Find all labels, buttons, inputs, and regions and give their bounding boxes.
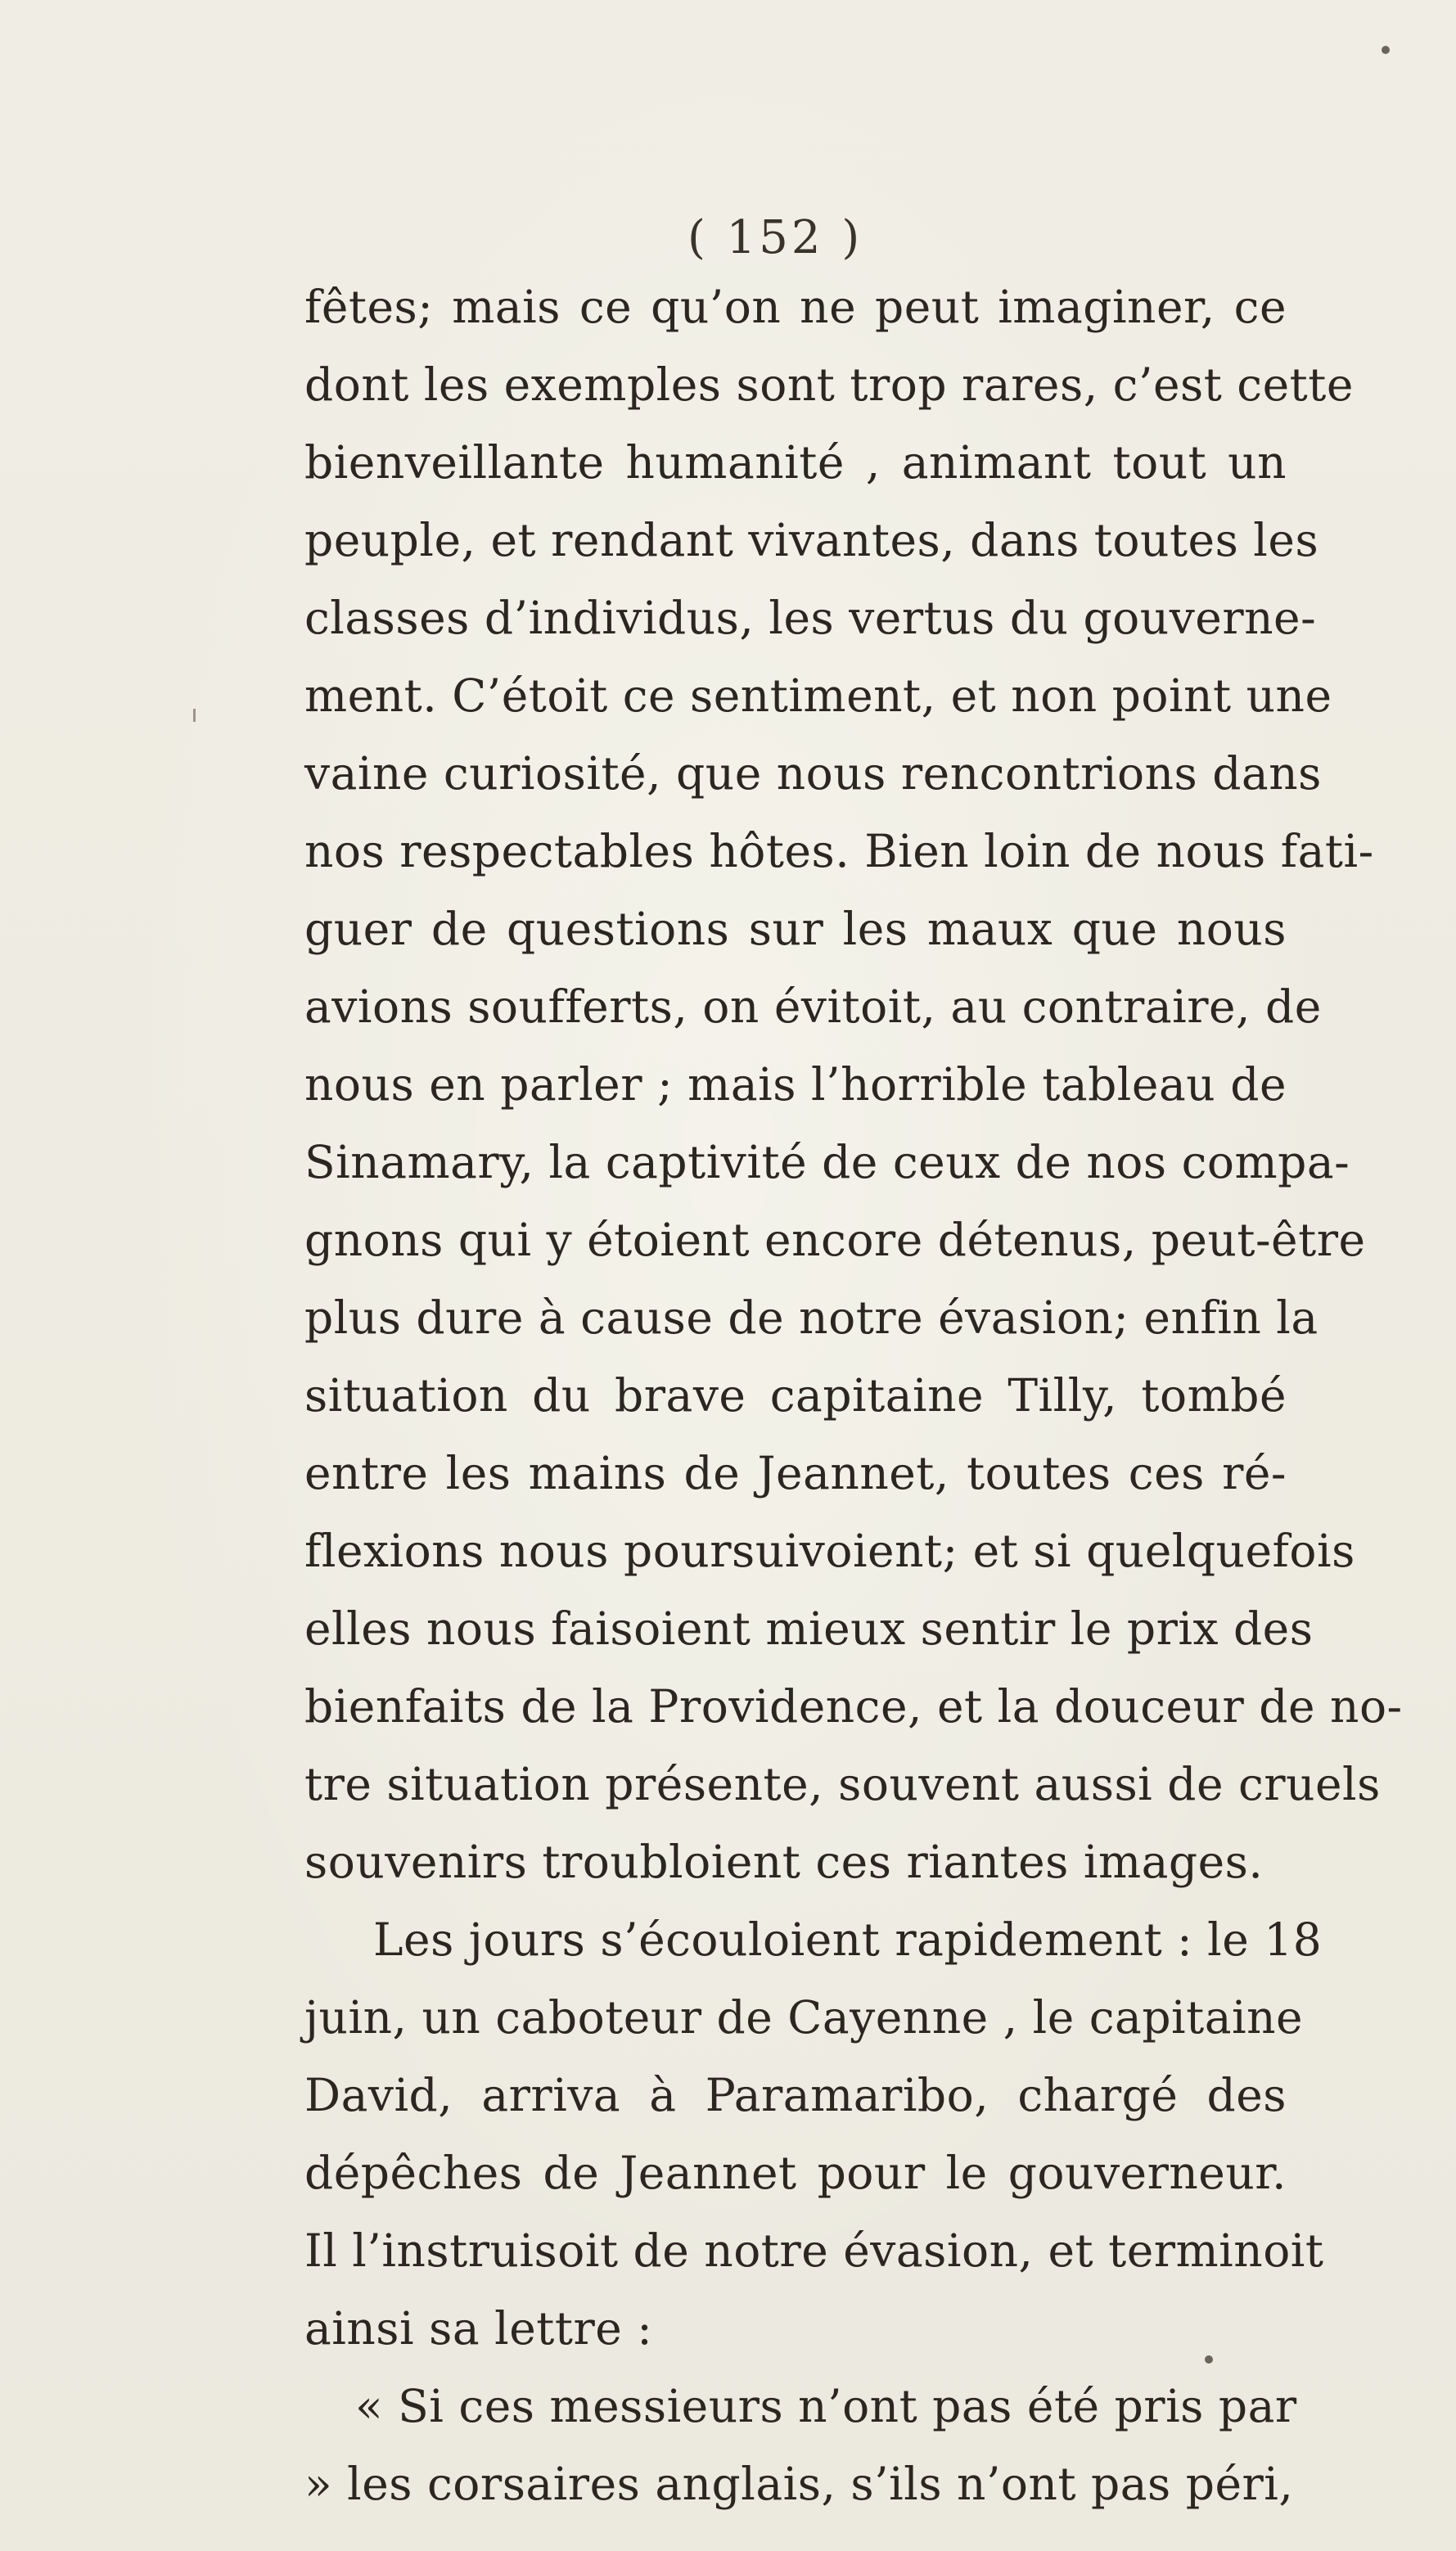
text-line: vaine curiosité, que nous rencontrions dans bbox=[304, 747, 1322, 800]
text-line: tre situation présente, souvent aussi de cruels bbox=[304, 1758, 1381, 1810]
text-line: peuple, et rendant vivantes, dans toutes les bbox=[304, 514, 1319, 566]
text-line: bienfaits de la Providence, et la douceur de no- bbox=[304, 1680, 1403, 1733]
text-line: souvenirs troubloient ces riantes images. bbox=[304, 1836, 1264, 1888]
text-line: guer de questions sur les maux que nous bbox=[304, 903, 1287, 955]
text-line: nous en parler ; mais l’horrible tableau de bbox=[304, 1058, 1287, 1111]
text-line: juin, un caboteur de Cayenne , le capitaine bbox=[304, 1991, 1304, 2044]
quote-line: « Si ces messieurs n’ont pas été pris par bbox=[355, 2380, 1297, 2432]
text-line: plus dure à cause de notre évasion; enfin la bbox=[304, 1291, 1319, 1344]
quote-line: » les corsaires anglais, s’ils n’ont pas péri, bbox=[304, 2458, 1294, 2510]
text-line: situation du brave capitaine Tilly, tombé bbox=[304, 1369, 1287, 1422]
text-line: ainsi sa lettre : bbox=[304, 2302, 653, 2355]
text-line: classes d’individus, les vertus du gouverne- bbox=[304, 592, 1317, 644]
text-line: Il l’instruisoit de notre évasion, et terminoit bbox=[304, 2224, 1324, 2277]
text-line: Les jours s’écouloient rapidement : le 18 bbox=[373, 1913, 1323, 1966]
ink-spot bbox=[1205, 2355, 1213, 2364]
text-line: flexions nous poursuivoient; et si quelquefois bbox=[304, 1525, 1355, 1577]
ink-spot bbox=[1382, 46, 1390, 54]
margin-mark bbox=[193, 709, 196, 722]
text-line: fêtes; mais ce qu’on ne peut imaginer, ce bbox=[304, 281, 1287, 333]
text-line: avions soufferts, on évitoit, au contraire, de bbox=[304, 980, 1322, 1033]
text-line: dépêches de Jeannet pour le gouverneur. bbox=[304, 2147, 1287, 2199]
body-text bbox=[304, 268, 1403, 2523]
text-line: bienveillante humanité , animant tout un bbox=[304, 436, 1287, 489]
text-line: David, arriva à Paramaribo, chargé des bbox=[304, 2069, 1287, 2121]
text-line: nos respectables hôtes. Bien loin de nous fati- bbox=[304, 825, 1374, 877]
text-line: elles nous faisoient mieux sentir le prix des bbox=[304, 1602, 1314, 1655]
text-line: gnons qui y étoient encore détenus, peut-être bbox=[304, 1214, 1366, 1266]
page-number: ( 152 ) bbox=[687, 211, 863, 264]
text-line: Sinamary, la captivité de ceux de nos compa- bbox=[304, 1136, 1350, 1188]
text-line: ment. C’étoit ce sentiment, et non point une bbox=[304, 669, 1332, 722]
text-line: entre les mains de Jeannet, toutes ces ré- bbox=[304, 1447, 1287, 1499]
text-line: dont les exemples sont trop rares, c’est cette bbox=[304, 358, 1354, 411]
